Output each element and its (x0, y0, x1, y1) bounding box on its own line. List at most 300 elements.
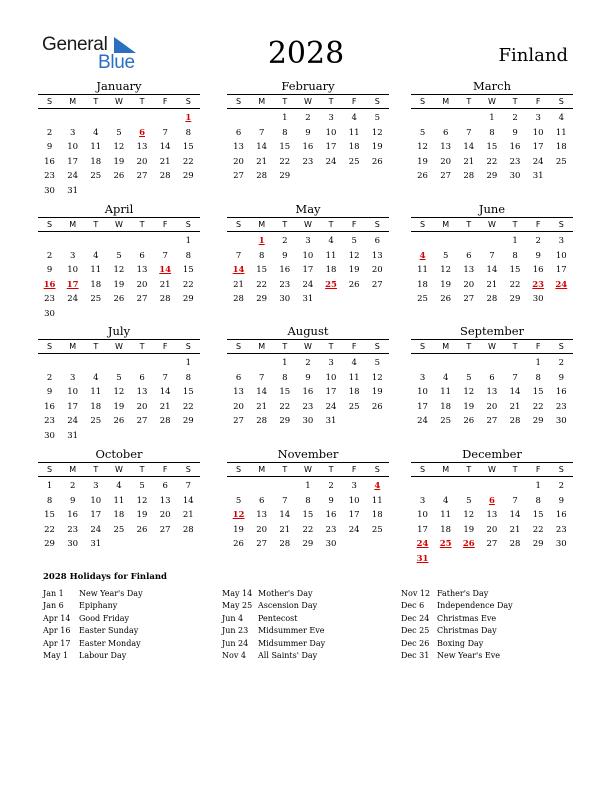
day-cell[interactable]: 16 (509, 142, 521, 153)
day-cell[interactable]: 10 (348, 495, 360, 506)
day-cell[interactable]: 11 (417, 265, 428, 276)
day-cell[interactable]: 4 (328, 236, 334, 246)
holiday-day-cell[interactable]: 6 (488, 495, 495, 506)
day-cell[interactable]: 11 (440, 387, 452, 398)
day-cell[interactable]: 4 (351, 358, 357, 368)
day-cell[interactable]: 11 (113, 495, 125, 506)
day-cell[interactable]: 8 (535, 372, 541, 383)
day-cell[interactable]: 27 (371, 279, 383, 290)
day-cell[interactable]: 30 (532, 294, 544, 305)
day-cell[interactable]: 8 (282, 127, 288, 138)
day-cell[interactable]: 27 (136, 416, 148, 427)
day-cell[interactable]: 1 (282, 358, 288, 368)
day-cell[interactable]: 2 (558, 481, 565, 491)
day-cell[interactable]: 13 (440, 142, 452, 153)
day-cell[interactable]: 15 (182, 142, 194, 153)
day-cell[interactable]: 6 (374, 236, 381, 246)
day-cell[interactable]: 6 (139, 250, 145, 261)
day-cell[interactable]: 11 (555, 127, 567, 138)
day-cell[interactable]: 6 (162, 481, 168, 491)
day-cell[interactable]: 6 (139, 372, 145, 383)
day-cell[interactable]: 5 (442, 250, 449, 261)
day-cell[interactable]: 24 (325, 156, 337, 167)
day-cell[interactable]: 18 (113, 510, 125, 521)
day-cell[interactable]: 26 (371, 156, 383, 167)
day-cell[interactable]: 3 (535, 113, 541, 123)
holiday-day-cell[interactable]: 24 (555, 279, 568, 290)
day-cell[interactable]: 12 (113, 265, 125, 276)
day-cell[interactable]: 17 (90, 510, 102, 521)
day-cell[interactable]: 22 (182, 156, 194, 167)
day-cell[interactable]: 19 (463, 524, 475, 535)
day-cell[interactable]: 2 (512, 113, 518, 123)
day-cell[interactable]: 18 (348, 142, 360, 153)
day-cell[interactable]: 30 (555, 416, 567, 427)
day-cell[interactable]: 27 (256, 539, 268, 550)
day-cell[interactable]: 20 (159, 510, 171, 521)
day-cell[interactable]: 10 (67, 387, 79, 398)
day-cell[interactable]: 7 (185, 481, 192, 491)
day-cell[interactable]: 9 (328, 495, 334, 506)
day-cell[interactable]: 11 (90, 142, 102, 153)
day-cell[interactable]: 12 (417, 142, 428, 153)
day-cell[interactable]: 7 (258, 372, 265, 383)
day-cell[interactable]: 20 (256, 524, 268, 535)
day-cell[interactable]: 12 (463, 387, 475, 398)
day-cell[interactable]: 8 (305, 495, 311, 506)
day-cell[interactable]: 17 (348, 510, 360, 521)
day-cell[interactable]: 26 (348, 279, 360, 290)
day-cell[interactable]: 13 (463, 265, 475, 276)
day-cell[interactable]: 25 (555, 156, 567, 167)
day-cell[interactable]: 3 (419, 372, 426, 383)
day-cell[interactable]: 27 (440, 171, 452, 182)
day-cell[interactable]: 18 (440, 524, 452, 535)
day-cell[interactable]: 22 (486, 156, 498, 167)
day-cell[interactable]: 18 (371, 510, 383, 521)
day-cell[interactable]: 15 (302, 510, 314, 521)
day-cell[interactable]: 15 (182, 265, 194, 276)
day-cell[interactable]: 28 (486, 294, 498, 305)
day-cell[interactable]: 1 (185, 236, 192, 246)
holiday-day-cell[interactable]: 14 (232, 265, 245, 276)
day-cell[interactable]: 19 (113, 156, 125, 167)
day-cell[interactable]: 20 (486, 524, 498, 535)
day-cell[interactable]: 1 (512, 236, 518, 246)
day-cell[interactable]: 21 (256, 401, 268, 412)
day-cell[interactable]: 29 (182, 416, 194, 427)
day-cell[interactable]: 27 (486, 416, 498, 427)
day-cell[interactable]: 19 (348, 265, 360, 276)
day-cell[interactable]: 26 (371, 401, 383, 412)
day-cell[interactable]: 17 (325, 387, 337, 398)
day-cell[interactable]: 5 (466, 372, 472, 383)
day-cell[interactable]: 20 (463, 279, 475, 290)
day-cell[interactable]: 13 (136, 142, 148, 153)
day-cell[interactable]: 22 (532, 524, 544, 535)
day-cell[interactable]: 26 (113, 416, 125, 427)
day-cell[interactable]: 27 (136, 171, 148, 182)
day-cell[interactable]: 17 (555, 265, 567, 276)
day-cell[interactable]: 9 (46, 387, 53, 398)
day-cell[interactable]: 5 (466, 495, 472, 506)
holiday-day-cell[interactable]: 1 (185, 113, 192, 123)
day-cell[interactable]: 13 (486, 387, 498, 398)
day-cell[interactable]: 25 (371, 524, 383, 535)
day-cell[interactable]: 11 (325, 250, 337, 261)
day-cell[interactable]: 21 (159, 401, 171, 412)
day-cell[interactable]: 3 (328, 358, 334, 368)
day-cell[interactable]: 21 (159, 279, 171, 290)
day-cell[interactable]: 9 (535, 250, 541, 261)
day-cell[interactable]: 30 (555, 539, 567, 550)
day-cell[interactable]: 22 (509, 279, 521, 290)
day-cell[interactable]: 21 (182, 510, 194, 521)
day-cell[interactable]: 7 (466, 127, 472, 138)
holiday-day-cell[interactable]: 31 (416, 553, 429, 564)
day-cell[interactable]: 4 (93, 372, 99, 383)
day-cell[interactable]: 9 (558, 372, 565, 383)
day-cell[interactable]: 27 (486, 539, 498, 550)
day-cell[interactable]: 14 (256, 387, 268, 398)
day-cell[interactable]: 21 (509, 524, 521, 535)
holiday-day-cell[interactable]: 25 (325, 279, 337, 290)
day-cell[interactable]: 14 (509, 510, 521, 521)
day-cell[interactable]: 8 (535, 495, 541, 506)
day-cell[interactable]: 23 (509, 156, 521, 167)
day-cell[interactable]: 22 (182, 279, 194, 290)
day-cell[interactable]: 3 (419, 495, 426, 506)
day-cell[interactable]: 23 (302, 156, 314, 167)
day-cell[interactable]: 3 (558, 236, 565, 246)
day-cell[interactable]: 19 (136, 510, 148, 521)
holiday-day-cell[interactable]: 1 (258, 236, 265, 246)
day-cell[interactable]: 21 (509, 401, 521, 412)
day-cell[interactable]: 30 (44, 430, 55, 441)
day-cell[interactable]: 29 (279, 171, 291, 182)
day-cell[interactable]: 6 (466, 250, 472, 261)
day-cell[interactable]: 2 (69, 481, 76, 491)
day-cell[interactable]: 11 (348, 372, 360, 383)
day-cell[interactable]: 16 (532, 265, 544, 276)
day-cell[interactable]: 19 (371, 142, 383, 153)
day-cell[interactable]: 8 (46, 495, 53, 506)
day-cell[interactable]: 7 (512, 372, 518, 383)
day-cell[interactable]: 8 (185, 250, 192, 261)
day-cell[interactable]: 8 (512, 250, 518, 261)
day-cell[interactable]: 18 (555, 142, 567, 153)
day-cell[interactable]: 22 (44, 524, 55, 535)
day-cell[interactable]: 2 (558, 358, 565, 368)
day-cell[interactable]: 18 (325, 265, 337, 276)
day-cell[interactable]: 10 (325, 127, 337, 138)
day-cell[interactable]: 15 (256, 265, 268, 276)
day-cell[interactable]: 25 (90, 294, 102, 305)
holiday-day-cell[interactable]: 17 (66, 279, 79, 290)
day-cell[interactable]: 2 (328, 481, 334, 491)
day-cell[interactable]: 30 (44, 308, 55, 319)
day-cell[interactable]: 20 (136, 279, 148, 290)
day-cell[interactable]: 18 (440, 401, 452, 412)
day-cell[interactable]: 1 (185, 358, 192, 368)
day-cell[interactable]: 19 (371, 387, 383, 398)
day-cell[interactable]: 14 (486, 265, 498, 276)
day-cell[interactable]: 23 (325, 524, 337, 535)
day-cell[interactable]: 17 (417, 401, 428, 412)
day-cell[interactable]: 18 (90, 401, 102, 412)
day-cell[interactable]: 18 (417, 279, 428, 290)
holiday-day-cell[interactable]: 26 (462, 539, 475, 550)
day-cell[interactable]: 30 (302, 416, 314, 427)
day-cell[interactable]: 28 (463, 171, 475, 182)
day-cell[interactable]: 30 (67, 539, 79, 550)
day-cell[interactable]: 15 (532, 387, 544, 398)
day-cell[interactable]: 14 (256, 142, 268, 153)
day-cell[interactable]: 18 (90, 156, 102, 167)
day-cell[interactable]: 19 (233, 524, 244, 535)
day-cell[interactable]: 22 (279, 401, 291, 412)
day-cell[interactable]: 24 (302, 279, 314, 290)
day-cell[interactable]: 31 (302, 294, 314, 305)
day-cell[interactable]: 24 (417, 416, 428, 427)
day-cell[interactable]: 28 (159, 416, 171, 427)
day-cell[interactable]: 16 (44, 156, 55, 167)
day-cell[interactable]: 2 (305, 358, 311, 368)
day-cell[interactable]: 22 (532, 401, 544, 412)
day-cell[interactable]: 7 (162, 127, 168, 138)
day-cell[interactable]: 7 (162, 372, 168, 383)
day-cell[interactable]: 17 (67, 401, 79, 412)
day-cell[interactable]: 12 (371, 372, 383, 383)
day-cell[interactable]: 13 (136, 387, 148, 398)
day-cell[interactable]: 21 (159, 156, 171, 167)
day-cell[interactable]: 22 (182, 401, 194, 412)
day-cell[interactable]: 2 (282, 236, 288, 246)
day-cell[interactable]: 2 (305, 113, 311, 123)
day-cell[interactable]: 27 (159, 524, 171, 535)
day-cell[interactable]: 9 (46, 142, 53, 153)
day-cell[interactable]: 17 (302, 265, 314, 276)
day-cell[interactable]: 8 (185, 372, 192, 383)
holiday-day-cell[interactable]: 4 (419, 250, 426, 261)
holiday-day-cell[interactable]: 25 (439, 539, 452, 550)
day-cell[interactable]: 13 (233, 387, 244, 398)
day-cell[interactable]: 16 (555, 510, 567, 521)
day-cell[interactable]: 30 (279, 294, 291, 305)
day-cell[interactable]: 5 (374, 358, 381, 368)
day-cell[interactable]: 10 (90, 495, 102, 506)
day-cell[interactable]: 16 (302, 387, 314, 398)
day-cell[interactable]: 19 (440, 279, 452, 290)
day-cell[interactable]: 5 (351, 236, 357, 246)
day-cell[interactable]: 6 (235, 372, 242, 383)
day-cell[interactable]: 6 (235, 127, 242, 138)
day-cell[interactable]: 26 (463, 416, 475, 427)
day-cell[interactable]: 1 (46, 481, 53, 491)
day-cell[interactable]: 25 (113, 524, 125, 535)
day-cell[interactable]: 29 (532, 539, 544, 550)
day-cell[interactable]: 7 (258, 127, 265, 138)
day-cell[interactable]: 24 (67, 416, 79, 427)
holiday-day-cell[interactable]: 4 (374, 481, 381, 491)
day-cell[interactable]: 29 (486, 171, 498, 182)
day-cell[interactable]: 20 (233, 156, 244, 167)
day-cell[interactable]: 30 (325, 539, 337, 550)
day-cell[interactable]: 11 (90, 265, 102, 276)
day-cell[interactable]: 2 (46, 127, 53, 138)
day-cell[interactable]: 10 (67, 142, 79, 153)
day-cell[interactable]: 2 (46, 372, 53, 383)
day-cell[interactable]: 7 (512, 495, 518, 506)
day-cell[interactable]: 18 (348, 387, 360, 398)
day-cell[interactable]: 3 (93, 481, 99, 491)
day-cell[interactable]: 7 (162, 250, 168, 261)
day-cell[interactable]: 21 (463, 156, 475, 167)
day-cell[interactable]: 3 (328, 113, 334, 123)
day-cell[interactable]: 1 (535, 481, 541, 491)
day-cell[interactable]: 26 (136, 524, 148, 535)
day-cell[interactable]: 4 (351, 113, 357, 123)
day-cell[interactable]: 9 (305, 127, 311, 138)
day-cell[interactable]: 17 (417, 524, 428, 535)
day-cell[interactable]: 29 (182, 294, 194, 305)
holiday-day-cell[interactable]: 23 (532, 279, 545, 290)
day-cell[interactable]: 1 (305, 481, 311, 491)
day-cell[interactable]: 14 (279, 510, 291, 521)
holiday-day-cell[interactable]: 12 (232, 510, 245, 521)
day-cell[interactable]: 28 (509, 416, 521, 427)
day-cell[interactable]: 10 (302, 250, 314, 261)
day-cell[interactable]: 12 (463, 510, 475, 521)
day-cell[interactable]: 31 (90, 539, 102, 550)
day-cell[interactable]: 3 (351, 481, 357, 491)
day-cell[interactable]: 19 (113, 279, 125, 290)
day-cell[interactable]: 15 (279, 387, 291, 398)
day-cell[interactable]: 7 (282, 495, 288, 506)
day-cell[interactable]: 4 (93, 127, 99, 138)
day-cell[interactable]: 16 (302, 142, 314, 153)
day-cell[interactable]: 19 (463, 401, 475, 412)
day-cell[interactable]: 4 (93, 250, 99, 261)
day-cell[interactable]: 27 (463, 294, 475, 305)
day-cell[interactable]: 23 (67, 524, 79, 535)
day-cell[interactable]: 15 (44, 510, 55, 521)
day-cell[interactable]: 23 (44, 416, 55, 427)
day-cell[interactable]: 19 (113, 401, 125, 412)
day-cell[interactable]: 5 (116, 372, 122, 383)
day-cell[interactable]: 24 (67, 171, 79, 182)
day-cell[interactable]: 11 (371, 495, 383, 506)
day-cell[interactable]: 12 (136, 495, 148, 506)
day-cell[interactable]: 17 (67, 156, 79, 167)
day-cell[interactable]: 25 (90, 416, 102, 427)
day-cell[interactable]: 20 (371, 265, 383, 276)
day-cell[interactable]: 10 (417, 387, 428, 398)
day-cell[interactable]: 29 (256, 294, 268, 305)
day-cell[interactable]: 8 (282, 372, 288, 383)
day-cell[interactable]: 3 (69, 372, 76, 383)
day-cell[interactable]: 5 (116, 127, 122, 138)
day-cell[interactable]: 31 (67, 430, 79, 441)
day-cell[interactable]: 7 (489, 250, 495, 261)
day-cell[interactable]: 9 (512, 127, 518, 138)
day-cell[interactable]: 5 (235, 495, 242, 506)
day-cell[interactable]: 20 (440, 156, 452, 167)
day-cell[interactable]: 31 (67, 185, 79, 196)
day-cell[interactable]: 2 (46, 250, 53, 261)
day-cell[interactable]: 4 (558, 113, 565, 123)
day-cell[interactable]: 20 (136, 401, 148, 412)
day-cell[interactable]: 29 (509, 294, 521, 305)
day-cell[interactable]: 13 (256, 510, 268, 521)
day-cell[interactable]: 8 (258, 250, 265, 261)
day-cell[interactable]: 28 (256, 171, 268, 182)
day-cell[interactable]: 5 (139, 481, 145, 491)
day-cell[interactable]: 11 (440, 510, 452, 521)
day-cell[interactable]: 25 (417, 294, 428, 305)
day-cell[interactable]: 26 (440, 294, 452, 305)
day-cell[interactable]: 20 (486, 401, 498, 412)
day-cell[interactable]: 8 (185, 127, 192, 138)
day-cell[interactable]: 12 (440, 265, 452, 276)
day-cell[interactable]: 23 (555, 401, 567, 412)
day-cell[interactable]: 11 (348, 127, 360, 138)
day-cell[interactable]: 13 (486, 510, 498, 521)
day-cell[interactable]: 28 (233, 294, 244, 305)
day-cell[interactable]: 31 (325, 416, 337, 427)
day-cell[interactable]: 26 (113, 294, 125, 305)
day-cell[interactable]: 16 (44, 401, 55, 412)
holiday-day-cell[interactable]: 6 (139, 127, 146, 138)
day-cell[interactable]: 16 (325, 510, 337, 521)
day-cell[interactable]: 10 (325, 372, 337, 383)
day-cell[interactable]: 9 (558, 495, 565, 506)
day-cell[interactable]: 29 (302, 539, 314, 550)
day-cell[interactable]: 12 (348, 250, 360, 261)
day-cell[interactable]: 28 (182, 524, 194, 535)
day-cell[interactable]: 26 (233, 539, 244, 550)
day-cell[interactable]: 1 (489, 113, 495, 123)
day-cell[interactable]: 29 (279, 416, 291, 427)
day-cell[interactable]: 14 (463, 142, 475, 153)
day-cell[interactable]: 19 (417, 156, 428, 167)
day-cell[interactable]: 24 (90, 524, 102, 535)
day-cell[interactable]: 14 (182, 495, 194, 506)
day-cell[interactable]: 29 (532, 416, 544, 427)
day-cell[interactable]: 25 (348, 401, 360, 412)
day-cell[interactable]: 16 (279, 265, 291, 276)
day-cell[interactable]: 23 (44, 294, 55, 305)
day-cell[interactable]: 24 (325, 401, 337, 412)
day-cell[interactable]: 22 (279, 156, 291, 167)
day-cell[interactable]: 13 (233, 142, 244, 153)
day-cell[interactable]: 13 (136, 265, 148, 276)
day-cell[interactable]: 2 (535, 236, 541, 246)
day-cell[interactable]: 10 (555, 250, 567, 261)
day-cell[interactable]: 5 (116, 250, 122, 261)
day-cell[interactable]: 31 (532, 171, 544, 182)
day-cell[interactable]: 24 (67, 294, 79, 305)
day-cell[interactable]: 12 (113, 142, 125, 153)
day-cell[interactable]: 11 (90, 387, 102, 398)
day-cell[interactable]: 15 (532, 510, 544, 521)
day-cell[interactable]: 21 (233, 279, 244, 290)
day-cell[interactable]: 21 (279, 524, 291, 535)
day-cell[interactable]: 6 (489, 372, 495, 383)
day-cell[interactable]: 24 (348, 524, 360, 535)
day-cell[interactable]: 20 (136, 156, 148, 167)
day-cell[interactable]: 8 (489, 127, 495, 138)
